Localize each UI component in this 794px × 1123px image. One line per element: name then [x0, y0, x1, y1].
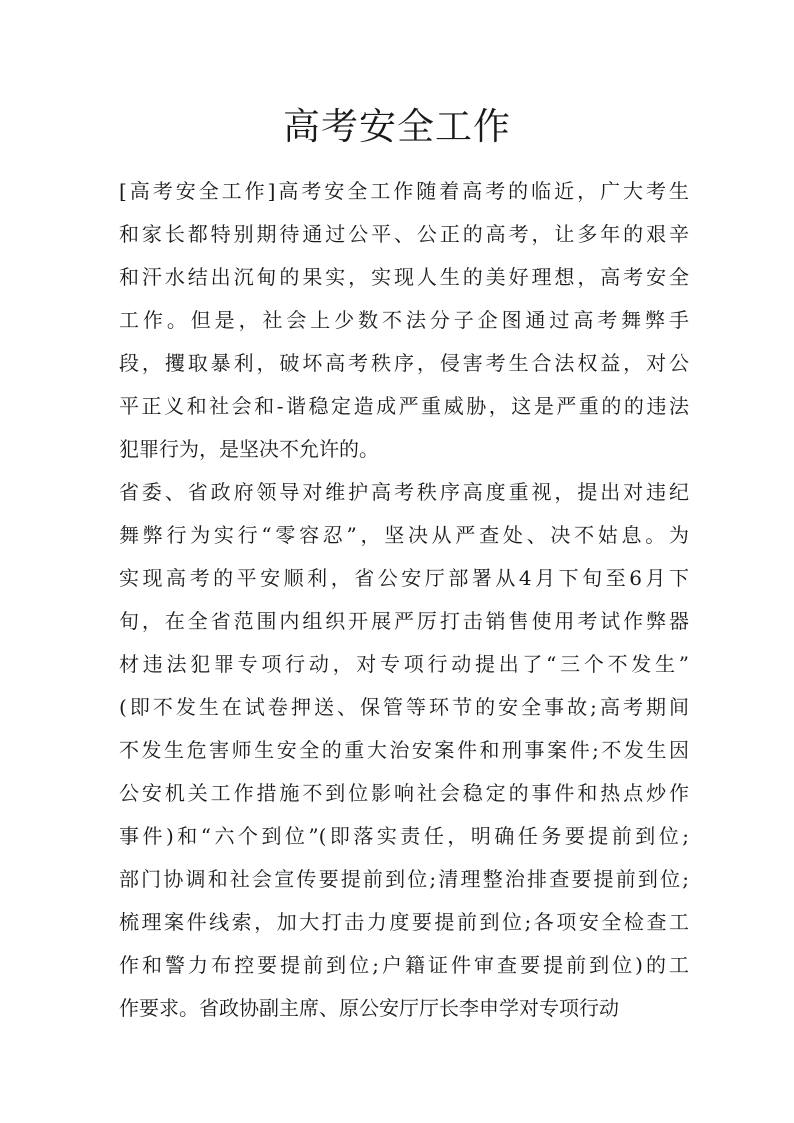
text-line: 部门协调和社会宣传要提前到位;清理整治排查要提前到位; [119, 867, 689, 891]
text-line: 工作。但是，社会上少数不法分子企图通过高考舞弊手 [119, 308, 689, 332]
text-line: 不发生危害师生安全的重大治安案件和刑事案件;不发生因 [119, 738, 689, 762]
text-line: 和家长都特别期待通过公平、公正的高考，让多年的艰辛 [119, 222, 689, 246]
text-line: [高考安全工作]高考安全工作随着高考的临近，广大考生 [119, 179, 689, 203]
text-line: 段，攫取暴利，破坏高考秩序，侵害考生合法权益，对公 [119, 351, 689, 375]
text-line: 省委、省政府领导对维护高考秩序高度重视，提出对违纪 [119, 480, 689, 504]
page-title: 高考安全工作 [283, 105, 511, 148]
text-line: 作和警力布控要提前到位;户籍证件审查要提前到位)的工 [119, 953, 689, 977]
text-line: 公安机关工作措施不到位影响社会稳定的事件和热点炒作 [119, 781, 689, 805]
text-line: 旬，在全省范围内组织开展严厉打击销售使用考试作弊器 [119, 609, 689, 633]
text-line: 梳理案件线索，加大打击力度要提前到位;各项安全检查工 [119, 910, 689, 934]
text-line: 和汗水结出沉甸的果实，实现人生的美好理想，高考安全 [119, 265, 689, 289]
document-body [119, 170, 689, 1030]
text-line: (即不发生在试卷押送、保管等环节的安全事故;高考期间 [119, 695, 689, 719]
text-line: 舞弊行为实行“零容忍”，坚决从严查处、决不姑息。为 [119, 523, 689, 547]
text-line: 犯罪行为，是坚决不允许的。 [119, 437, 379, 461]
text-line: 材违法犯罪专项行动，对专项行动提出了“三个不发生” [119, 652, 689, 676]
text-line: 平正义和社会和-谐稳定造成严重威胁，这是严重的的违法 [119, 394, 689, 418]
text-line: 作要求。省政协副主席、原公安厅厅长李申学对专项行动 [119, 996, 619, 1020]
text-line: 实现高考的平安顺利，省公安厅部署从4月下旬至6月下 [119, 566, 689, 590]
text-line: 事件)和“六个到位”(即落实责任，明确任务要提前到位; [119, 824, 689, 848]
